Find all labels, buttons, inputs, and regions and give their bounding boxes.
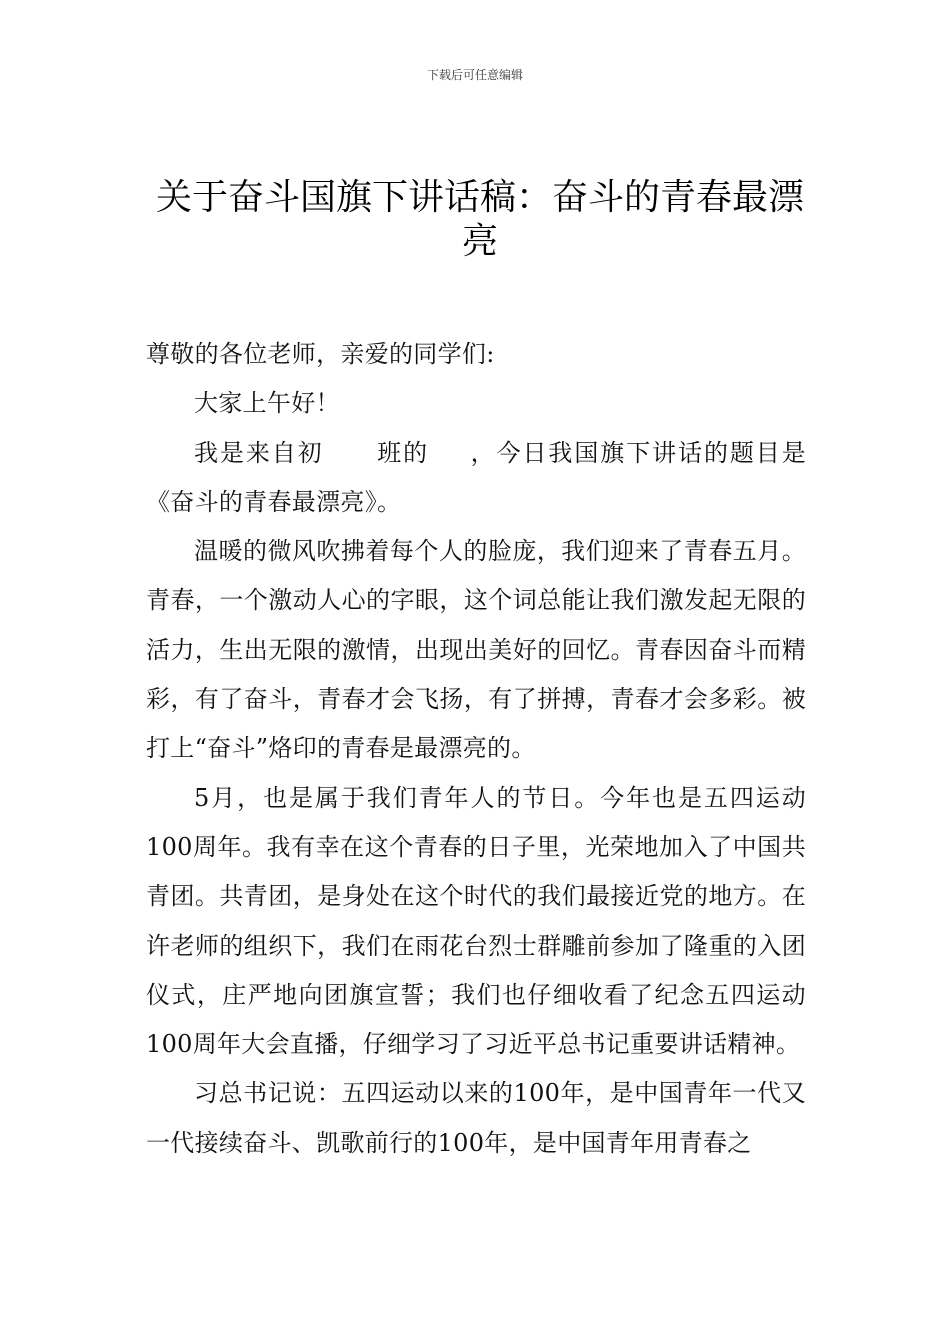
greeting: 大家上午好！: [194, 389, 340, 418]
document-title: 关于奋斗国旗下讲话稿：奋斗的青春最漂亮: [155, 177, 804, 262]
document-body: [146, 330, 806, 1168]
intro-part-1: 我是来自初: [194, 438, 324, 467]
intro-part-2: 班的: [375, 438, 430, 467]
paragraph: 5月，也是属于我们青年人的节日。今年也是五四运动100周年。我有幸在这个青春的日子里，光荣地加入了中国共青团。共青团，是身处在这个时代的我们最接近党的地方。在许老师的组织下，我们在雨花台烈士群雕前参加了隆重的入团仪式，庄严地向团旗宣誓；我们也仔细收看了纪念五四运动100周年大会直播，仔细学习了习近平总书记重要讲话精神。: [146, 783, 806, 1059]
paragraph: 习总书记说：五四运动以来的100年，是中国青年一代又一代接续奋斗、凯歌前行的100年，是中国青年用青春之: [146, 1079, 806, 1157]
intro-paragraph: [146, 429, 806, 528]
header-note: 下载后可任意编辑: [426, 68, 523, 82]
salutation: 尊敬的各位老师，亲爱的同学们:: [146, 340, 495, 368]
paragraph: 温暖的微风吹拂着每个人的脸庞，我们迎来了青春五月。青春，一个激动人心的字眼，这个词总能让我们激发起无限的活力，生出无限的激情，出现出美好的回忆。青春因奋斗而精彩，有了奋斗，青春才会飞扬，有了拼搏，青春才会多彩。被打上“奋斗”烙印的青春是最漂亮的。: [146, 537, 806, 763]
intro-part-3: ，今日我国旗下讲话的题目是《奋斗的青春最漂亮》。: [146, 438, 806, 516]
